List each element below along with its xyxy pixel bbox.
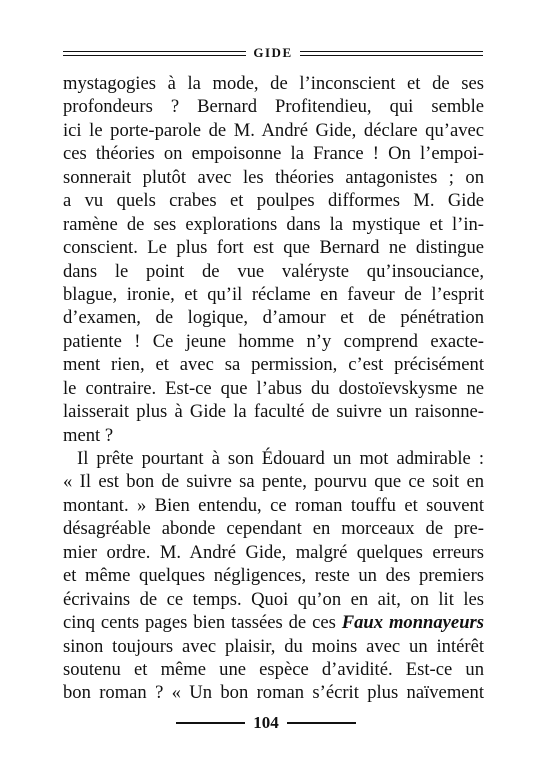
text-line: ces théories on empoisonne la France ! On l’empoi- bbox=[63, 143, 484, 165]
text-line: « Il est bon de suivre sa pente, pourvu que ce soit en bbox=[63, 471, 484, 493]
text-line: sonnerait plutôt avec les théories antagonistes ; on bbox=[63, 166, 484, 188]
paragraph-end-line: ment ? bbox=[63, 424, 114, 446]
text-line: sinon toujours avec plaisir, du moins avec un intérêt bbox=[63, 635, 484, 657]
book-title: Faux monnayeurs bbox=[341, 612, 484, 634]
text-line: d’examen, de logique, d’amour et de pénétration bbox=[63, 307, 484, 329]
header-rule-left bbox=[63, 51, 246, 56]
text-line: patiente ! Ce jeune homme n’y comprend exacte- bbox=[63, 330, 484, 352]
running-header bbox=[63, 44, 483, 62]
page-footer bbox=[176, 713, 356, 733]
header-rule-right bbox=[300, 51, 483, 56]
text-line: mystagogies à la mode, de l’inconscient et de ses bbox=[63, 73, 484, 94]
text-line: et même quelques négligences, reste un des premiers bbox=[63, 565, 484, 587]
text-line-prefix: cinq cents pages bien tassées de ces bbox=[63, 612, 342, 634]
paragraph-start-line: Il prête pourtant à son Édouard un mot admirable : bbox=[77, 448, 484, 469]
text-line: soutenu et même une espèce d’avidité. Est-ce un bbox=[63, 658, 484, 680]
text-line: ici le porte-parole de M. André Gide, déclare qu’avec bbox=[63, 119, 484, 141]
text-line: ment rien, et avec sa permission, c’est précisément bbox=[63, 354, 484, 376]
text-line: le contraire. Est-ce que l’abus du dostoïevskysme ne bbox=[63, 377, 484, 399]
text-line: écrivains de ce temps. Quoi qu’on en ait, on lit les bbox=[63, 588, 484, 610]
text-line: désagréable abonde cependant en morceaux de pre- bbox=[63, 518, 484, 540]
text-line: conscient. Le plus fort est que Bernard ne distingue bbox=[63, 237, 484, 259]
text-line: blague, ironie, et qu’il réclame en faveur de l’esprit bbox=[63, 283, 484, 305]
text-line: mier ordre. M. André Gide, malgré quelques erreurs bbox=[63, 541, 484, 563]
text-line: laisserait plus à Gide la faculté de suivre un raisonne- bbox=[63, 401, 484, 423]
text-line: montant. » Bien entendu, ce roman touffu et souvent bbox=[63, 494, 484, 516]
text-line-with-title bbox=[63, 611, 484, 634]
page-number: 104 bbox=[253, 713, 279, 732]
footer-rule-right bbox=[287, 722, 356, 724]
text-line: profondeurs ? Bernard Profitendieu, qui semble bbox=[63, 96, 484, 118]
text-line: a vu quels crabes et poulpes difformes M. Gide bbox=[63, 190, 484, 212]
footer-rule-left bbox=[176, 722, 245, 724]
text-line: dans le point de vue valéryste qu’insouciance, bbox=[63, 260, 484, 282]
body-text bbox=[63, 72, 484, 705]
running-title: GIDE bbox=[253, 45, 293, 60]
text-line: ramène de ses explorations dans la mystique et l’in- bbox=[63, 213, 484, 235]
text-line: bon roman ? « Un bon roman s’écrit plus naïvement bbox=[63, 682, 484, 704]
